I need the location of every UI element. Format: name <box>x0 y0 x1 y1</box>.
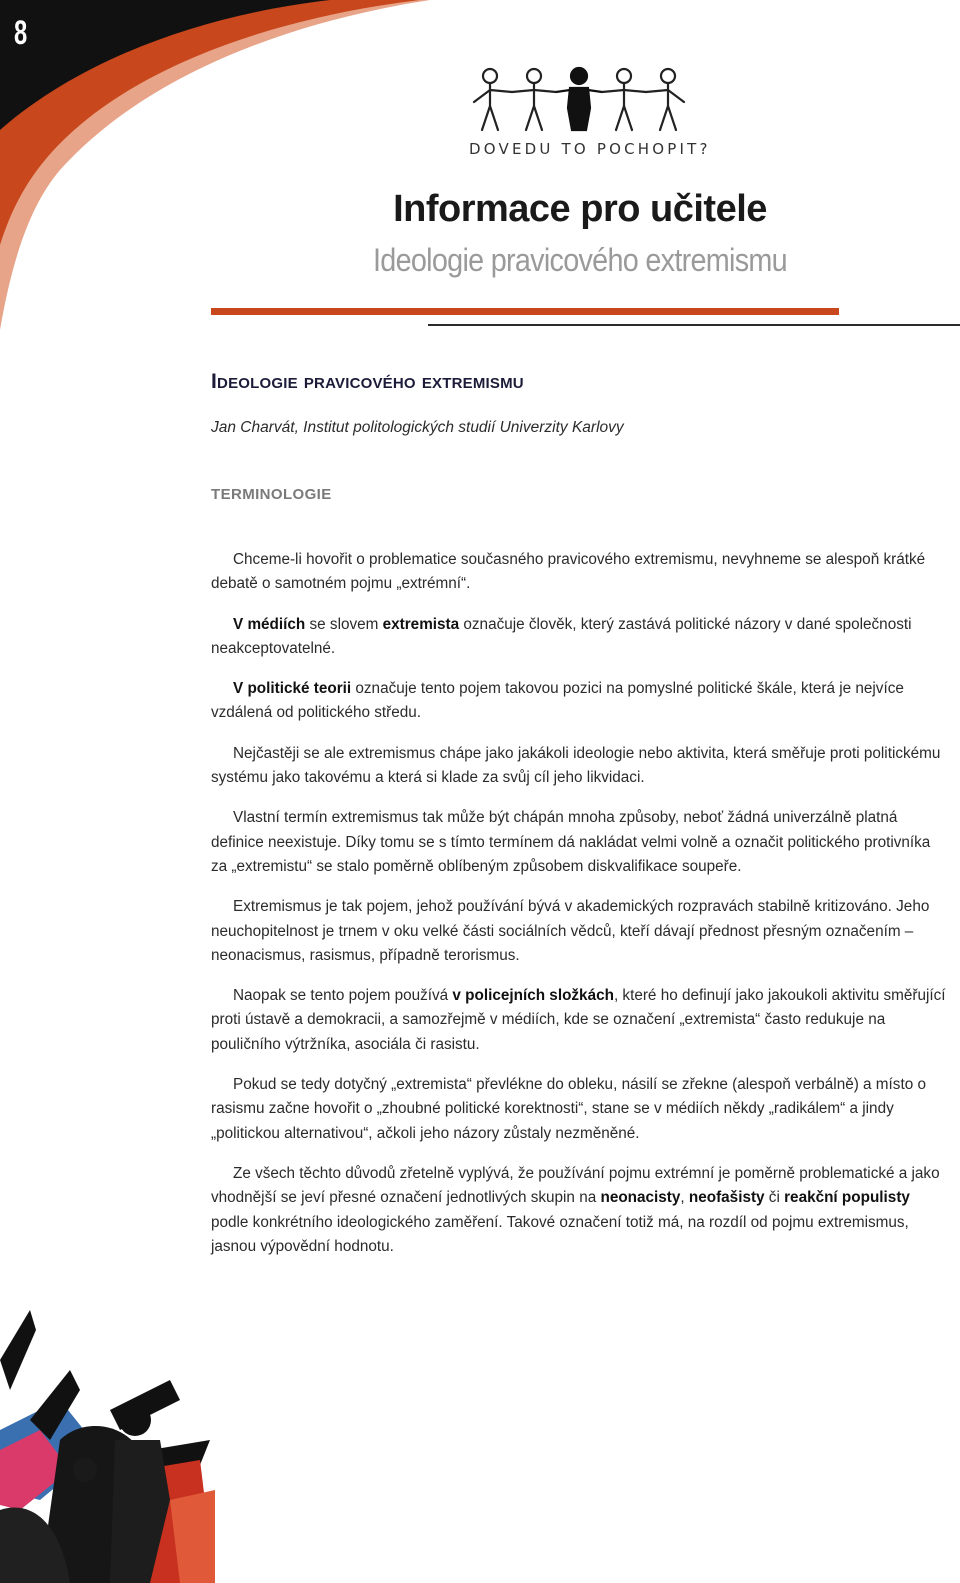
thin-divider <box>428 324 960 326</box>
article-author: Jan Charvát, Institut politologických studií Univerzity Karlovy <box>211 419 624 436</box>
article-heading: Ideologie pravicového extremismu <box>211 370 524 393</box>
paragraph: Vlastní termín extremismus tak může být chápán mnoha způsoby, neboť žádná univerzálně platná definice neexistuje. Díky tomu se s tímto termínem dá nakládat velmi volně a označit politického protivníka za „extremistu“ se stalo poměrně oblíbeným způsobem diskvalifikace soupeře. <box>211 809 931 875</box>
accent-divider <box>211 308 839 315</box>
page-title: Informace pro učitele <box>393 188 767 230</box>
demonstration-photo <box>0 1300 215 1583</box>
page-subtitle: Ideologie pravicového extremismu <box>373 242 787 278</box>
article-body <box>211 548 948 1275</box>
page-number: 8 <box>14 14 28 52</box>
paragraph: Ze všech těchto důvodů zřetelně vyplývá, že používání pojmu extrémní je poměrně problematické a jako vhodnější se jeví přesné označení jednotlivých skupin na neonacisty, neofašisty či reakční populisty podle konkrétního ideologického zaměření. Takové označení totiž má, na rozdíl od pojmu extremismus, jasnou výpovědní hodnotu. <box>211 1164 940 1255</box>
corner-swoosh-decoration <box>0 0 430 330</box>
paragraph: V médiích se slovem extremista označuje člověk, který zastává politické názory v dané společnosti neakceptovatelné. <box>211 615 912 657</box>
people-chain-logo <box>468 66 690 134</box>
logo-tagline: DOVEDU TO POCHOPIT? <box>469 140 711 158</box>
paragraph: Nejčastěji se ale extremismus chápe jako jakákoli ideologie nebo aktivita, která směřuje proti politickému systému jako takovému a která si klade za svůj cíl jeho likvidaci. <box>211 744 941 787</box>
paragraph: V politické teorii označuje tento pojem takovou pozici na pomyslné politické škále, která je nejvíce vzdálená od politického středu. <box>211 680 904 722</box>
paragraph: Pokud se tedy dotyčný „extremista“ převlékne do obleku, násilí se zřekne (alespoň verbálně) a místo o rasismu začne hovořit o „zhoubné politické korektnosti“, stane se v médiích někdy „radikálem“ a jindy „politickou alternativou“, ačkoli jeho názory zůstaly nezměněné. <box>211 1076 926 1142</box>
paragraph: Chceme-li hovořit o problematice současného pravicového extremismu, nevyhneme se alespoň krátké debatě o samotném pojmu „extrémní“. <box>211 551 926 593</box>
paragraph: Naopak se tento pojem používá v policejních složkách, které ho definují jako jakoukoli aktivitu směřující proti ústavě a demokracii, a samozřejmě v médiích, kde se označení „extremista“ často redukuje na pouličního výtržníka, asociála či rasistu. <box>211 987 946 1053</box>
section-subheading: TERMINOLOGIE <box>211 486 332 503</box>
paragraph: Extremismus je tak pojem, jehož používání bývá v akademických rozpravách stabilně kritizováno. Jeho neuchopitelnost je trnem v oku velké části sociálních vědců, kteří dávají přednost přesným označením – neonacismus, rasismus, případně terorismus. <box>211 898 930 964</box>
